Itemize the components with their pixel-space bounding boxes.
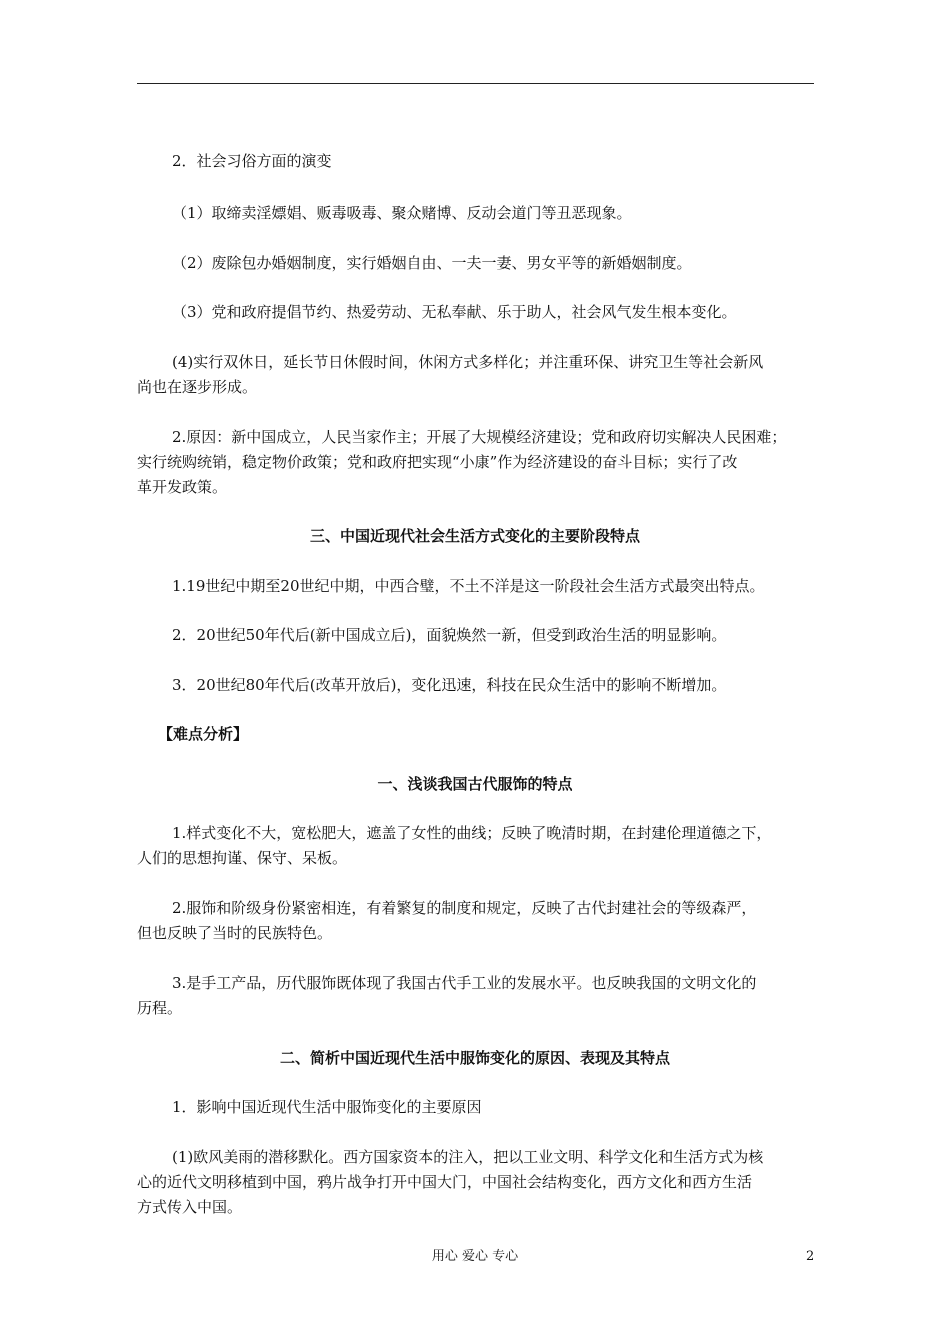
paragraph-line: 1.19世纪中期至20世纪中期，中西合璧，不土不洋是这一阶段社会生活方式最突出特点。 bbox=[172, 577, 765, 595]
paragraph-line: 人们的思想拘谨、保守、呆板。 bbox=[137, 849, 348, 867]
paragraph-line: 1.样式变化不大，宽松肥大，遮盖了女性的曲线；反映了晚清时期，在封建伦理道德之下， bbox=[172, 824, 772, 842]
paragraph-line: 但也反映了当时的民族特色。 bbox=[137, 924, 333, 942]
paragraph-line: 历程。 bbox=[137, 999, 183, 1017]
paragraph-line: (1)欧风美雨的潜移默化。西方国家资本的注入，把以工业文明、科学文化和生活方式为核 bbox=[172, 1148, 764, 1166]
section-title-three: 三、中国近现代社会生活方式变化的主要阶段特点 bbox=[309, 527, 640, 545]
paragraph-line: 3.是手工产品，历代服饰既体现了我国古代手工业的发展水平。也反映我国的文明文化的 bbox=[172, 974, 757, 992]
paragraph-line: （3）党和政府提倡节约、热爱劳动、无私奉献、乐于助人，社会风气发生根本变化。 bbox=[172, 303, 737, 321]
header-rule bbox=[137, 83, 814, 84]
paragraph-line: 3．20世纪80年代后(改革开放后)，变化迅速，科技在民众生活中的影响不断增加。 bbox=[172, 676, 727, 694]
paragraph-line: 心的近代文明移植到中国，鸦片战争打开中国大门，中国社会结构变化，西方文化和西方生活 bbox=[137, 1173, 753, 1191]
paragraph-line: 革开发政策。 bbox=[137, 478, 228, 496]
paragraph-line: 尚也在逐步形成。 bbox=[137, 378, 258, 396]
difficulty-analysis-heading: 【难点分析】 bbox=[158, 725, 249, 743]
paragraph-line: 2.原因：新中国成立，人民当家作主；开展了大规模经济建设；党和政府切实解决人民困难； bbox=[172, 428, 787, 446]
page-number: 2 bbox=[806, 1249, 815, 1264]
paragraph-line: 2.服饰和阶级身份紧密相连，有着繁复的制度和规定，反映了古代封建社会的等级森严， bbox=[172, 899, 757, 917]
paragraph-line: （1）取缔卖淫嫖娼、贩毒吸毒、聚众赌博、反动会道门等丑恶现象。 bbox=[172, 204, 632, 222]
section-title-two: 二、简析中国近现代生活中服饰变化的原因、表现及其特点 bbox=[279, 1049, 670, 1067]
section-heading-social-customs: 2．社会习俗方面的演变 bbox=[172, 152, 332, 170]
paragraph-line: 实行统购统销，稳定物价政策；党和政府把实现“小康”作为经济建设的奋斗目标；实行了改 bbox=[137, 453, 738, 471]
footer-text: 用心 爱心 专心 bbox=[431, 1249, 519, 1264]
paragraph-line: 2．20世纪50年代后(新中国成立后)，面貌焕然一新，但受到政治生活的明显影响。 bbox=[172, 626, 727, 644]
paragraph-line: （2）废除包办婚姻制度，实行婚姻自由、一夫一妻、男女平等的新婚姻制度。 bbox=[172, 254, 692, 272]
paragraph-line: 1．影响中国近现代生活中服饰变化的主要原因 bbox=[172, 1098, 482, 1116]
paragraph-line: 方式传入中国。 bbox=[137, 1198, 243, 1216]
section-title-one: 一、浅谈我国古代服饰的特点 bbox=[377, 775, 573, 793]
paragraph-line: (4)实行双休日，延长节日休假时间，休闲方式多样化；并注重环保、讲究卫生等社会新风 bbox=[172, 353, 764, 371]
